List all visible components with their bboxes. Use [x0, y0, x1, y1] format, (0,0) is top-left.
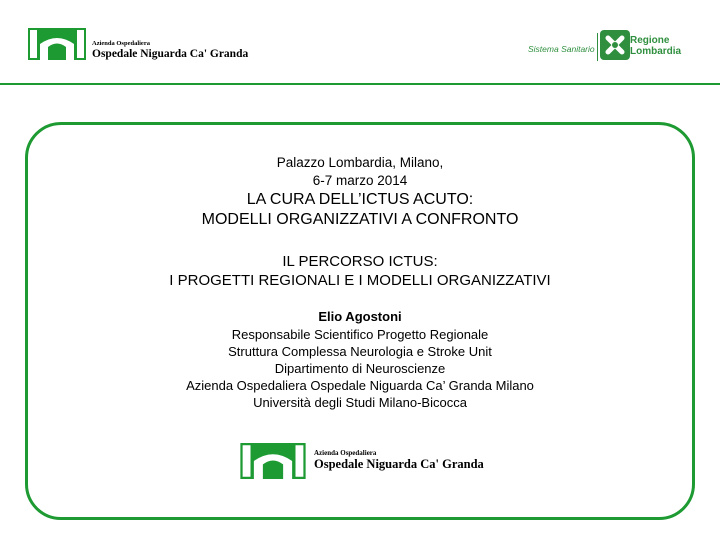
footer-logo-name: Ospedale Niguarda Ca' Granda	[314, 457, 484, 471]
affiliation-line: Azienda Ospedaliera Ospedale Niguarda Ca’ Granda Milano	[186, 378, 534, 393]
title-line1: LA CURA DELL’ICTUS ACUTO:	[246, 191, 474, 208]
affiliation-line: Struttura Complessa Neurologia e Stroke Unit	[228, 344, 492, 359]
region-logo-name-line2: Lombardia	[630, 46, 682, 57]
slide-subtitle	[0, 252, 720, 290]
venue-line1: Palazzo Lombardia, Milano,	[276, 155, 444, 170]
affiliation-line: Dipartimento di Neuroscienze	[274, 361, 446, 376]
subtitle-line2: I PROGETTI REGIONALI E I MODELLI ORGANIZZATIVI	[169, 272, 551, 289]
lombardia-cross-icon	[600, 30, 630, 60]
venue-block	[0, 154, 720, 190]
region-logo-name-line1: Regione	[630, 35, 670, 46]
hospital-logo-small-text: Azienda Ospedaliera	[92, 40, 150, 47]
region-logo-name	[630, 35, 681, 57]
slide-header	[0, 0, 720, 86]
footer-hospital-logo	[238, 443, 498, 483]
title-line2: MODELLI ORGANIZZATIVI A CONFRONTO	[201, 211, 519, 228]
affiliation-line: Università degli Studi Milano-Bicocca	[253, 395, 467, 410]
hospital-logo	[28, 28, 248, 64]
region-logo-system-text: Sistema Sanitario	[528, 44, 595, 54]
slide-title	[0, 190, 720, 230]
subtitle-line1: IL PERCORSO ICTUS:	[282, 253, 438, 270]
affiliation-line: Responsabile Scientifico Progetto Regionale	[231, 327, 489, 342]
header-divider-line	[0, 83, 720, 85]
footer-logo-small-text: Azienda Ospedaliera	[314, 449, 377, 457]
author-name: Elio Agostoni	[318, 309, 402, 324]
region-logo-divider	[597, 33, 598, 61]
hospital-logo-name: Ospedale Niguarda Ca' Granda	[92, 48, 249, 60]
niguarda-logo-icon	[238, 443, 308, 479]
affiliation-list	[0, 326, 720, 411]
niguarda-logo-icon	[28, 28, 86, 60]
venue-line2: 6-7 marzo 2014	[312, 173, 408, 188]
